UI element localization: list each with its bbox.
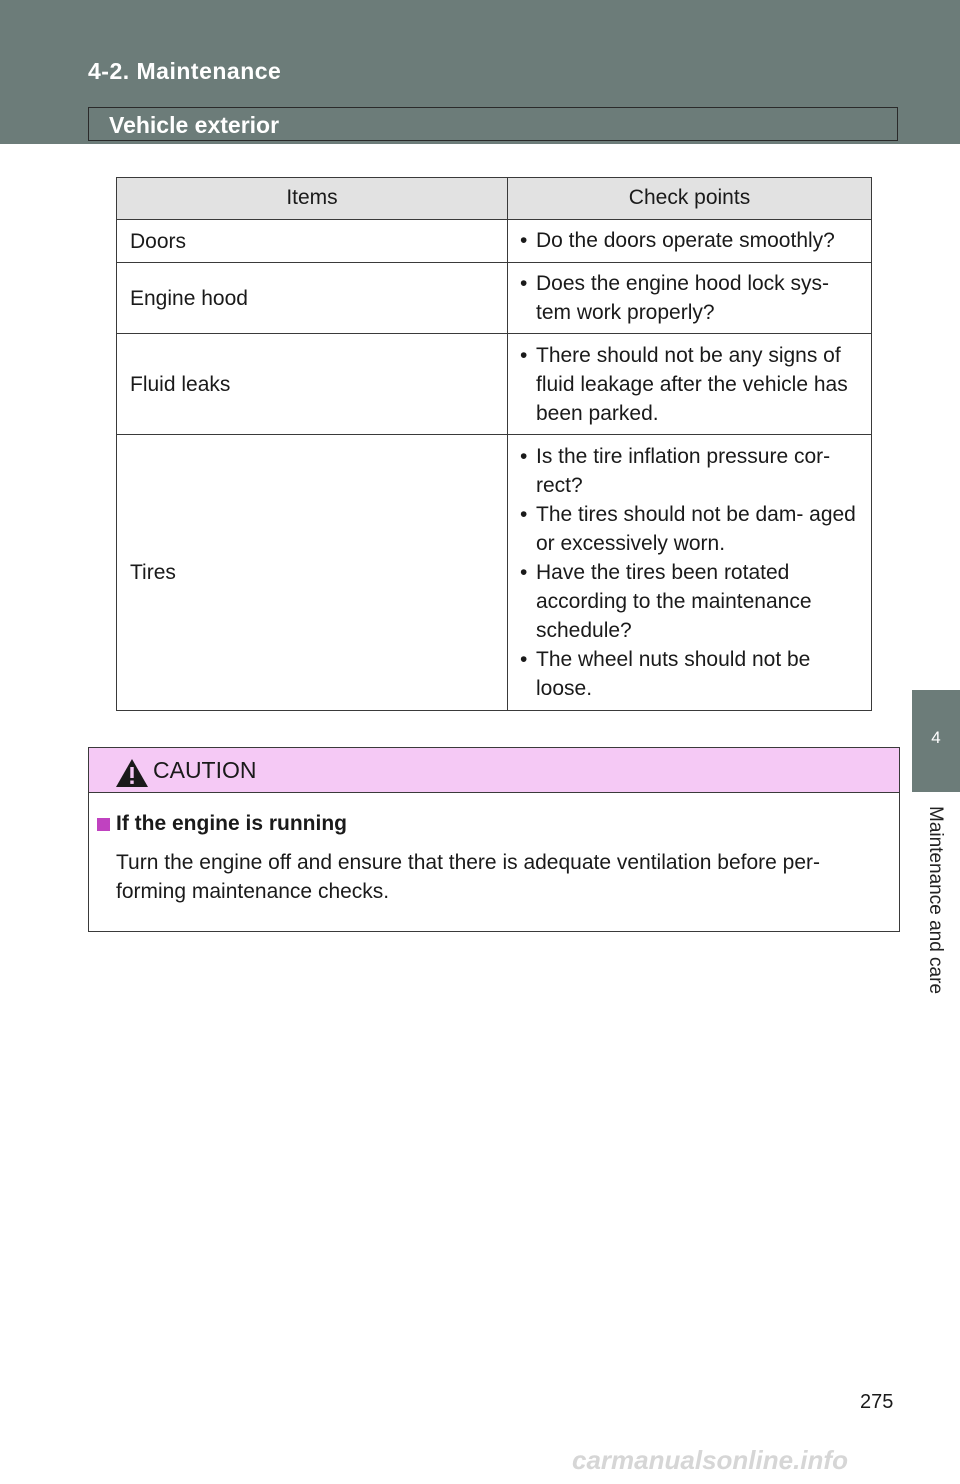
caution-box <box>88 747 900 932</box>
subsection-title: Vehicle exterior <box>109 112 280 138</box>
table-row <box>117 220 872 263</box>
points-cell: • Do the doors operate smoothly? <box>508 220 872 263</box>
check-point: The tires should not be dam- aged or excessively worn. <box>536 503 856 555</box>
check-point: The wheel nuts should not be loose. <box>536 648 811 700</box>
caution-subtitle <box>97 812 347 836</box>
header-check-points: Check points <box>508 178 872 220</box>
item-cell: Tires <box>117 435 508 711</box>
item-cell: Engine hood <box>117 263 508 334</box>
check-point: Is the tire inflation pressure cor- rect? <box>536 445 831 497</box>
check-point: Do the doors operate smoothly? <box>536 229 835 252</box>
points-cell: • There should not be any signs of fluid leakage after the vehicle has been parked. <box>508 334 872 435</box>
section-label: 4-2. Maintenance <box>88 58 282 84</box>
table-row <box>117 263 872 334</box>
page-number: 275 <box>860 1391 894 1413</box>
item-cell: Doors <box>117 220 508 263</box>
check-point: Have the tires been rotated according to the maintenance schedule? <box>536 561 812 642</box>
caution-title: CAUTION <box>153 757 257 783</box>
caution-subtitle-text: If the engine is running <box>116 812 347 835</box>
table-row <box>117 435 872 711</box>
warning-triangle-icon <box>115 758 149 788</box>
watermark: carmanualsonline.info <box>572 1445 848 1475</box>
square-bullet-icon <box>97 818 110 831</box>
subsection-box <box>88 107 898 141</box>
item-cell: Fluid leaks <box>117 334 508 435</box>
chapter-tab[interactable] <box>912 690 960 792</box>
caution-body: Turn the engine off and ensure that there is adequate ventilation before per- forming maintenance checks. <box>116 851 820 903</box>
points-cell: • Does the engine hood lock sys- tem work properly? <box>508 263 872 334</box>
check-table <box>116 177 872 711</box>
header-items: Items <box>117 178 508 220</box>
check-point: Does the engine hood lock sys- tem work properly? <box>536 272 830 324</box>
check-point: There should not be any signs of fluid leakage after the vehicle has been parked. <box>536 343 848 425</box>
table-row <box>117 334 872 435</box>
chapter-number: 4 <box>931 728 941 747</box>
points-cell: • Is the tire inflation pressure cor- rect? • The tires should not be dam- aged or excessively worn. • Have the tires been rotated according to the maintenance schedule? • The wheel nuts should not be loose. <box>508 435 872 711</box>
caution-header <box>89 748 899 793</box>
chapter-label: Maintenance and care <box>925 806 946 995</box>
table-header-row <box>117 178 872 220</box>
